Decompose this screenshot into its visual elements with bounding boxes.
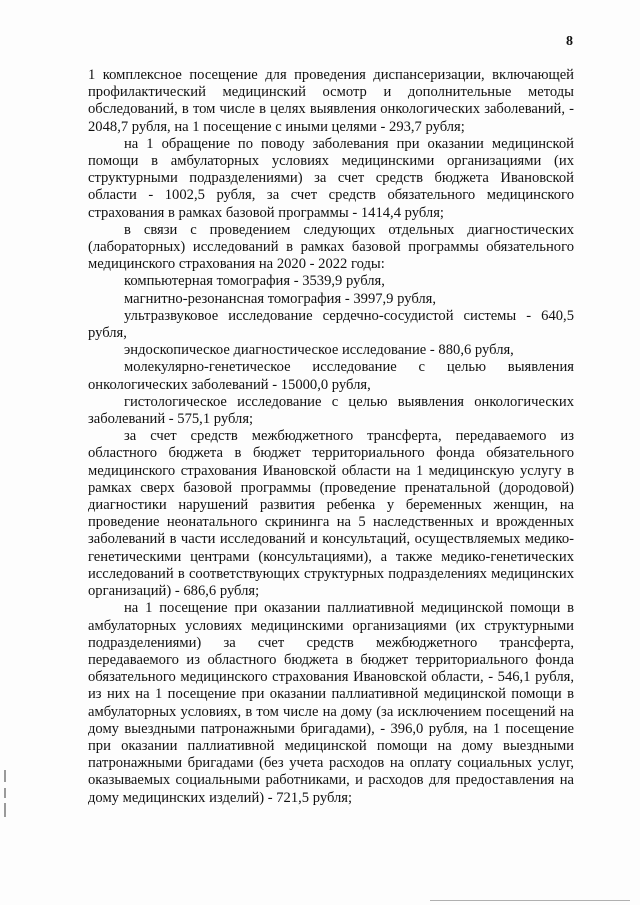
list-item-endoscopy: эндоскопическое диагностическое исследование - 880,6 рубля, bbox=[124, 342, 514, 359]
paragraph-disease-treatment: на 1 обращение по поводу заболевания при оказании медицинской помощи в амбулаторных условиях медицинскими организациями (их структурными подразделениями) за счет средств бюджета Ивановской области - 1002,5 рубля, за счет средств обязательного медицинского страхования в рамках базовой программы - 1414,4 рубля; bbox=[88, 135, 574, 221]
list-item-histology: гистологическое исследование с целью выявления онкологических заболеваний - 575,1 рубля; bbox=[88, 393, 574, 428]
scan-edge-mark bbox=[4, 803, 6, 817]
paragraph-palliative-care: на 1 посещение при оказании паллиативной медицинской помощи в амбулаторных условиях медицинскими организациями (их структурными подразделениями) за счет средств межбюджетного трансферта, передаваемого из областного бюджета в бюджет территориального фонда обязательного медицинского страхования Ивановской области, - 546,1 рубля, из них на 1 посещение при оказании паллиативной медицинской помощи в амбулаторных условиях, в том числе на дому (за исключением посещений на дому выездными патронажными бригадами), - 396,0 рубля, на 1 посещение при оказании паллиативной медицинской помощи на дому выездными патронажными бригадами (без учета расходов на оплату социальных услуг, оказываемых социальными работниками, и расходов для предоставления на дому медицинских изделий) - 721,5 рубля; bbox=[88, 600, 574, 806]
paragraph-interbudget-transfer: за счет средств межбюджетного трансферта, передаваемого из областного бюджета в бюджет территориального фонда обязательного медицинского страхования Ивановской области на 1 медицинскую услугу в рамках сверх базовой программы (проведение пренатальной (дородовой) диагностики нарушений развития ребенка у беременных женщин, на проведение неонатального скрининга на 5 наследственных и врожденных заболеваний в части исследований и консультаций, осуществляемых медико-генетическими центрами (консультациями), а также медико-генетических исследований в соответствующих структурных подразделениях медицинских организаций) - 686,6 рубля; bbox=[88, 428, 574, 600]
list-item-ct: компьютерная томография - 3539,9 рубля, bbox=[124, 273, 385, 290]
scan-edge-mark bbox=[4, 770, 6, 782]
list-item-molecular-genetic: молекулярно-генетическое исследование с целью выявления онкологических заболеваний - 15000,0 рубля, bbox=[88, 359, 574, 393]
page-number: 8 bbox=[566, 34, 573, 49]
paragraph-dispensary-visit: 1 комплексное посещение для проведения диспансеризации, включающей профилактический медицинский осмотр и дополнительные методы обследований, в том числе в целях выявления онкологических заболеваний, - 2048,7 рубля, на 1 посещение с иными целями - 293,7 рубля; bbox=[88, 67, 574, 135]
paragraph-diagnostic-intro: в связи с проведением следующих отдельных диагностических (лабораторных) исследований в рамках базовой программы обязательного медицинского страхования на 2020 - 2022 годы: bbox=[88, 221, 574, 273]
scan-edge-mark bbox=[4, 788, 6, 798]
list-item-ultrasound: ультразвуковое исследование сердечно-сосудистой системы - 640,5 рубля, bbox=[88, 307, 574, 342]
list-item-mri: магнитно-резонансная томография - 3997,9 рубля, bbox=[124, 290, 437, 307]
scan-bottom-edge bbox=[430, 900, 630, 901]
document-body bbox=[88, 67, 574, 807]
